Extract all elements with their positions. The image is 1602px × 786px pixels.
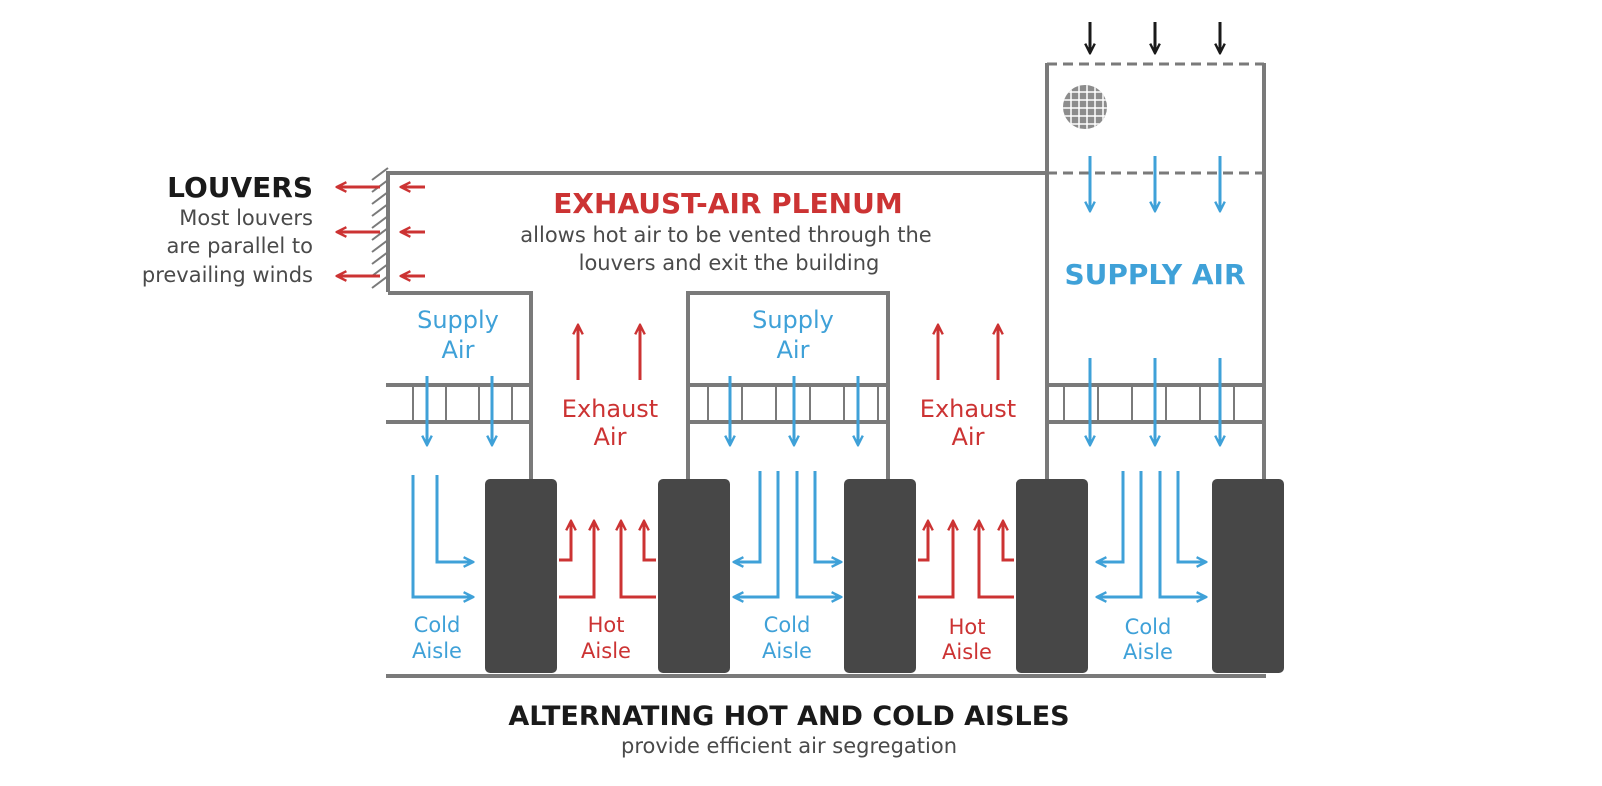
bottom-title: ALTERNATING HOT AND COLD AISLES [508,701,1070,732]
louvers-desc-line3: prevailing winds [141,263,313,287]
server-rack [844,479,916,673]
outside-air-intake-arrows [1090,22,1220,52]
cold-aisle-3-line2: Aisle [1123,640,1173,664]
plenum-title: EXHAUST-AIR PLENUM [553,187,903,220]
hot-aisle-1-line1: Hot [587,613,625,637]
supply-air-main-label: SUPPLY AIR [1064,258,1246,291]
hot-aisle-2-line1: Hot [948,615,986,639]
duct2-label-line1: Supply [752,306,834,334]
hot-aisle-flows [559,522,1014,597]
plenum-desc-line2: louvers and exit the building [578,251,880,275]
server-rack [1212,479,1284,673]
duct1-label-line2: Air [441,336,475,364]
bottom-subtitle: provide efficient air segregation [621,734,957,758]
server-rack [658,479,730,673]
cold-aisle-3-line1: Cold [1124,615,1172,639]
server-rack [1016,479,1088,673]
louver-exhaust-arrows [338,187,425,276]
server-rack [485,479,557,673]
exhaust2-label-line2: Air [951,423,985,451]
cold-aisle-1-line1: Cold [413,613,461,637]
cold-aisle-1-line2: Aisle [412,639,462,663]
louvers-desc-line1: Most louvers [179,206,313,230]
cold-aisle-2-line2: Aisle [762,639,812,663]
exhaust1-label-line1: Exhaust [561,395,659,423]
exhaust1-label-line2: Air [593,423,627,451]
cold-aisle-2-line1: Cold [763,613,811,637]
duct1-label-line1: Supply [417,306,499,334]
fan-icon [1063,85,1107,129]
louvers-title: LOUVERS [167,171,313,204]
exhaust2-label-line1: Exhaust [919,395,1017,423]
hot-aisle-1-line2: Aisle [581,639,631,663]
duct2-label-line2: Air [776,336,810,364]
louvers-desc-line2: are parallel to [166,234,313,258]
hot-aisle-2-line2: Aisle [942,640,992,664]
plenum-desc-line1: allows hot air to be vented through the [520,223,932,247]
ceiling-grille-1 [386,385,531,422]
